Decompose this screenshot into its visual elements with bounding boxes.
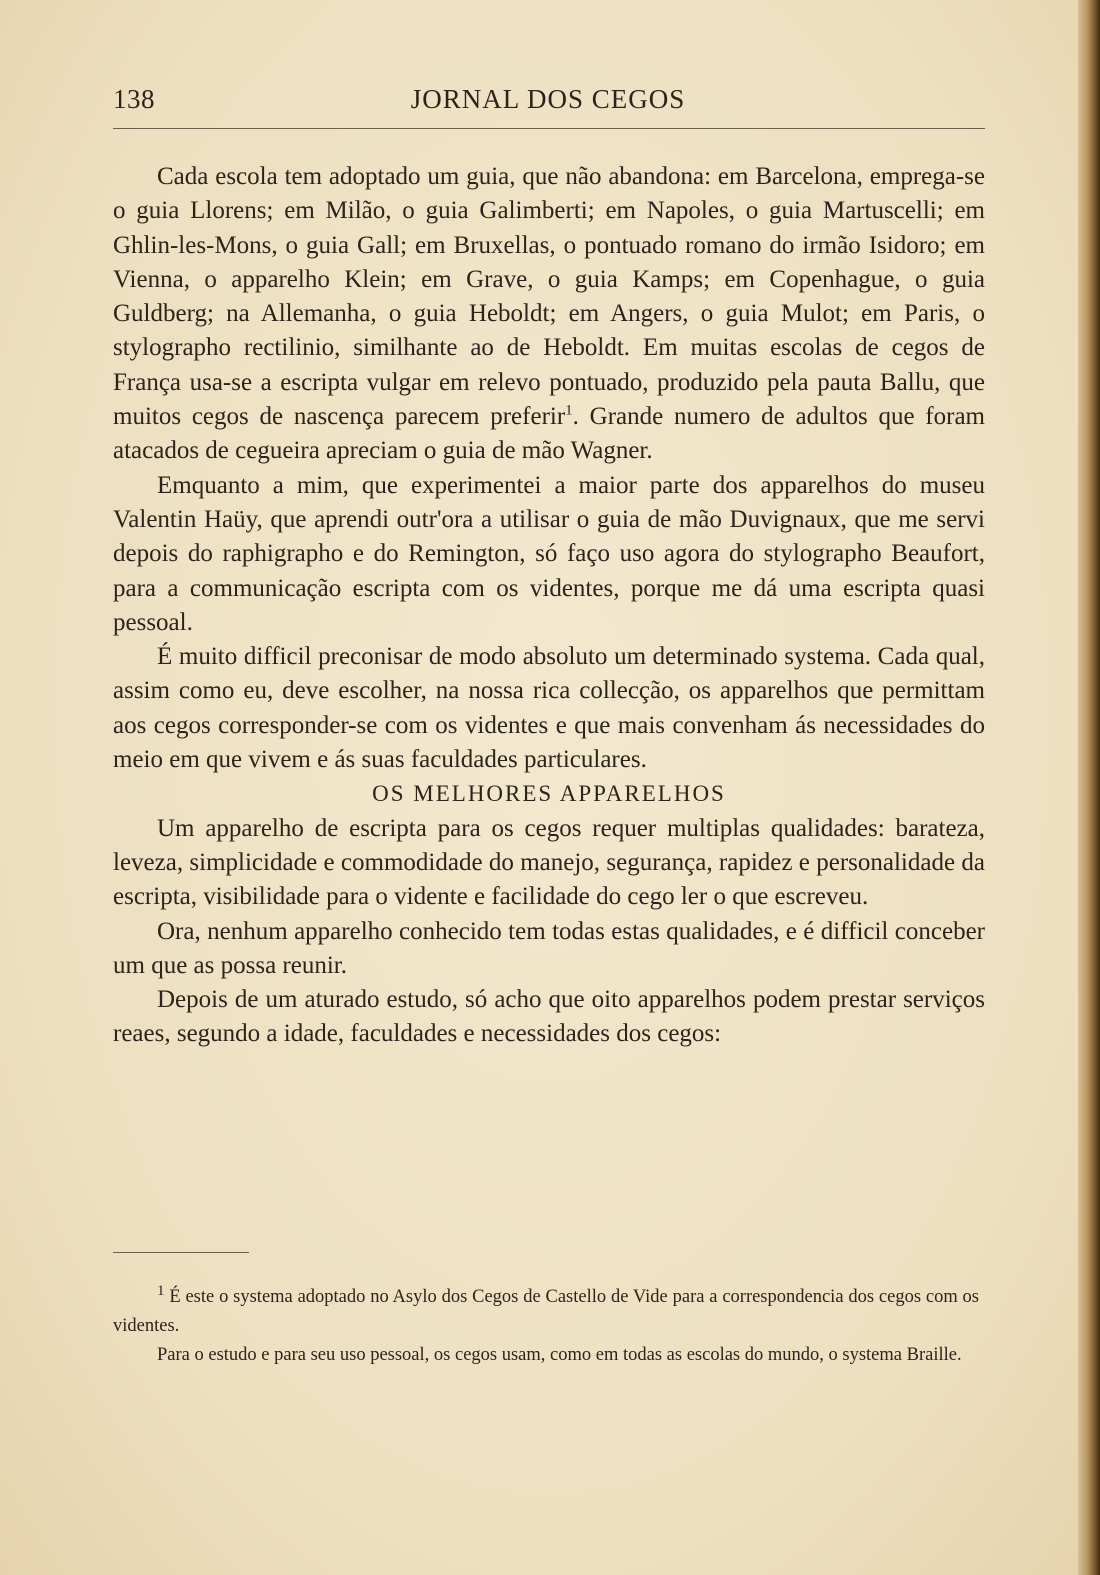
paragraph: Emquanto a mim, que experimentei a maior parte dos apparelhos do museu Valentin Haüy, que aprendi outr'ora a utilisar o guia de mão Duvignaux, que me servi depois do raphigrapho e do Remington, só faço uso agora do stylographo Beaufort, para a communicação escripta com os videntes, porque me dá uma escripta quasi pessoal. [113,471,985,636]
paragraph: Um apparelho de escripta para os cegos requer multiplas qualidades: barateza, leveza, simplicidade e commodidade do manejo, segurança, rapidez e personalidade da escripta, visibilidade para o vidente e facilidade do cego ler o que escreveu. [113,814,985,911]
page-spine-edge [1078,0,1100,1575]
paragraph: É muito difficil preconisar de modo absoluto um determinado systema. Cada qual, assim como eu, deve escolher, na nossa rica collecção, os apparelhos que permittam aos cegos corresponder-se com os videntes e que mais convenham ás necessidades do meio em que vivem e ás suas faculdades particulares. [113,643,985,774]
section-heading: OS MELHORES APPARELHOS [372,781,726,807]
paragraph: Depois de um aturado estudo, só acho que oito apparelhos podem prestar serviços reaes, segundo a idade, faculdades e necessidades dos cegos: [113,986,985,1048]
header-rule [113,128,985,129]
page-number: 138 [113,84,155,114]
paragraph: Ora, nenhum apparelho conhecido tem todas estas qualidades, e é difficil conceber um que as possa reunir. [113,917,985,979]
running-title: JORNAL DOS CEGOS [410,84,686,114]
footnote: $^1$ É este o systema adoptado no Asylo dos Cegos de Castello de Vide para a correspondencia dos cegos com os videntes. [113,1282,979,1336]
footnote-reference: 1 [565,402,573,419]
paragraph: Cada escola tem adoptado um guia, que não abandona: em Barcelona, emprega-se o guia Llorens; em Milão, o guia Galimberti; em Napoles, o guia Martuscelli; em Ghlin-les-Mons, o guia Gall; em Bruxellas, o pontuado romano do irmão Isidoro; em Vienna, o apparelho Klein; em Grave, o guia Kamps; em Copenhague, o guia Guldberg; na Allemanha, o guia Heboldt; em Angers, o guia Mulot; em Paris, o stylographo rectilinio, similhante ao de Heboldt. Em muitas escolas de cegos de França usa-se a escripta vulgar em relevo pontuado, produzido pela pauta Ballu, que muitos cegos de nascença parecem preferir$^1$. Grande numero de adultos que foram atacados de cegueira apreciam o guia de mão Wagner. [113,163,985,465]
page-header [113,84,983,120]
body-text [113,160,985,1052]
footnote-marker: 1 [157,1282,165,1299]
footnotes [113,1283,979,1370]
footnote-continuation: Para o estudo e para seu uso pessoal, os cegos usam, como em todas as escolas do mundo, o systema Braille. [157,1345,962,1365]
footnote-rule [113,1252,249,1253]
